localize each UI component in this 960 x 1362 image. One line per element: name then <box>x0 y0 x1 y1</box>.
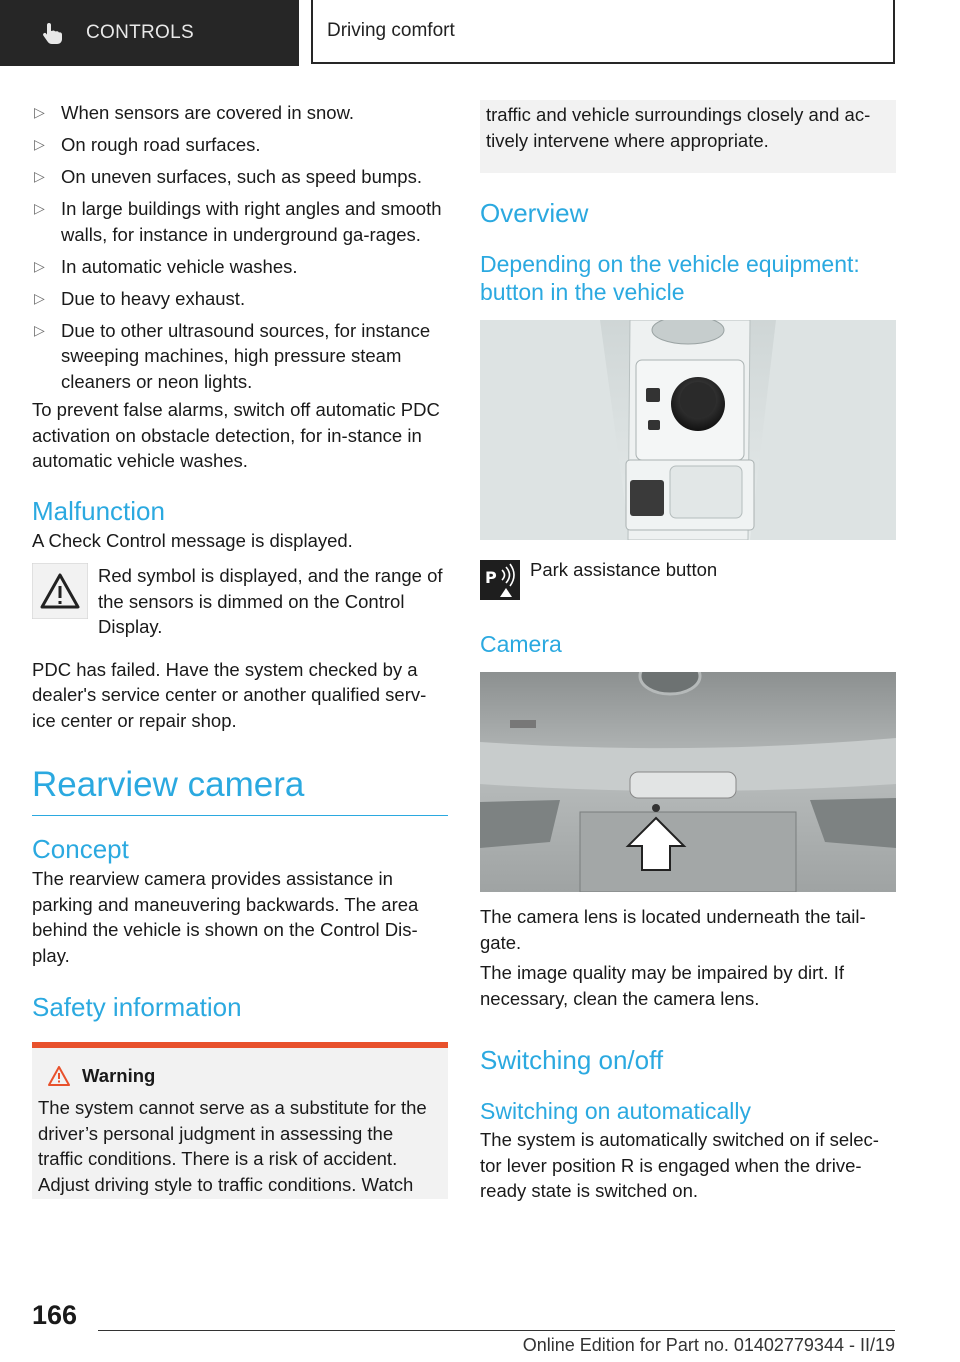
false-alarm-text: To prevent false alarms, switch off automatic PDC activation on obstacle detection, for in‐stance in automatic vehicle washes. <box>32 399 440 471</box>
conditions-list <box>32 100 448 394</box>
list-item: ▷ On uneven surfaces, such as speed bumps. <box>32 164 448 190</box>
triangle-bullet-icon: ▷ <box>34 168 45 184</box>
list-item: ▷ Due to heavy exhaust. <box>32 286 448 312</box>
triangle-bullet-icon: ▷ <box>34 200 45 216</box>
camera-location-text: The camera lens is located underneath the tail‐gate. <box>480 906 866 953</box>
section-label: CONTROLS <box>86 22 194 43</box>
center-console-photo <box>480 320 896 540</box>
warning-text: The system cannot serve as a substitute for the driver’s personal judgment in assessing the traffic conditions. There is a risk of accident. Adjust driving style to traffic conditions. Watch <box>38 1097 427 1195</box>
hand-pointer-icon <box>40 21 64 45</box>
auto-text: The system is automatically switched on if selec‐tor lever position R is engaged when the drive-ready state is switched on. <box>480 1129 879 1201</box>
red-symbol-row <box>32 563 448 640</box>
tailgate-camera-photo <box>480 672 896 892</box>
switching-heading: Switching on/off <box>480 1045 664 1075</box>
list-item: ▷ In automatic vehicle washes. <box>32 254 448 280</box>
list-item: ▷ In large buildings with right angles and smooth walls, for instance in underground ga‐rages. <box>34 198 442 245</box>
warning-title: Warning <box>32 1048 448 1087</box>
camera-heading: Camera <box>480 631 562 657</box>
auto-heading: Switching on automatically <box>480 1098 752 1124</box>
warning-triangle-icon <box>32 563 88 619</box>
chapter-label: Driving comfort <box>327 20 455 41</box>
footer-rule <box>98 1330 895 1331</box>
list-item: ▷ On rough road surfaces. <box>32 132 448 158</box>
continued-text: traffic and vehicle surroundings closely and ac‐tively intervene where appropriate. <box>486 104 871 151</box>
list-item: ▷ When sensors are covered in snow. <box>32 100 448 126</box>
warning-icon <box>48 1066 70 1086</box>
malfunction-text: A Check Control message is displayed. <box>32 529 353 551</box>
triangle-bullet-icon: ▷ <box>34 321 45 338</box>
svg-text:P: P <box>485 568 497 587</box>
chapter-tab[interactable] <box>311 0 895 64</box>
overview-heading: Overview <box>480 198 589 228</box>
concept-heading: Concept <box>32 834 129 864</box>
red-symbol-text: Red symbol is displayed, and the range of the sensors is dimmed on the Control Display. <box>98 565 443 637</box>
left-column <box>32 100 448 1199</box>
edition-text: Online Edition for Part no. 01402779344 - II/19 <box>522 1335 895 1355</box>
malfunction-heading: Malfunction <box>32 495 165 526</box>
page-header <box>0 0 960 66</box>
pdc-failed-text: PDC has failed. Have the system checked by a dealer's service center or another qualified serv‐ice center or repair shop. <box>32 658 427 731</box>
safety-heading: Safety information <box>32 992 242 1022</box>
triangle-bullet-icon: ▷ <box>34 136 45 152</box>
heading-rule <box>32 815 448 816</box>
equipment-heading: Depending on the vehicle equipment: button in the vehicle <box>480 251 860 305</box>
image-quality-text: The image quality may be impaired by dirt. If necessary, clean the camera lens. <box>480 962 844 1009</box>
warning-box <box>32 1042 448 1199</box>
right-column <box>480 100 896 1204</box>
triangle-bullet-icon: ▷ <box>34 289 45 306</box>
page-number: 166 <box>32 1300 78 1330</box>
rearview-heading: Rearview camera <box>32 765 305 804</box>
warning-continuation <box>480 100 896 173</box>
park-button-label: Park assistance button <box>530 559 718 580</box>
section-tab[interactable] <box>0 0 299 66</box>
triangle-bullet-icon: ▷ <box>34 257 45 274</box>
triangle-bullet-icon: ▷ <box>34 104 45 120</box>
concept-text: The rearview camera provides assistance in parking and maneuvering backwards. The area behind the vehicle is shown on the Control Dis‐play. <box>32 868 419 966</box>
park-assist-row <box>480 560 896 600</box>
park-assistance-icon <box>480 560 520 600</box>
list-item: ▷ Due to other ultrasound sources, for instance sweeping machines, high pressure steam cleaners or neon lights. <box>34 319 431 392</box>
